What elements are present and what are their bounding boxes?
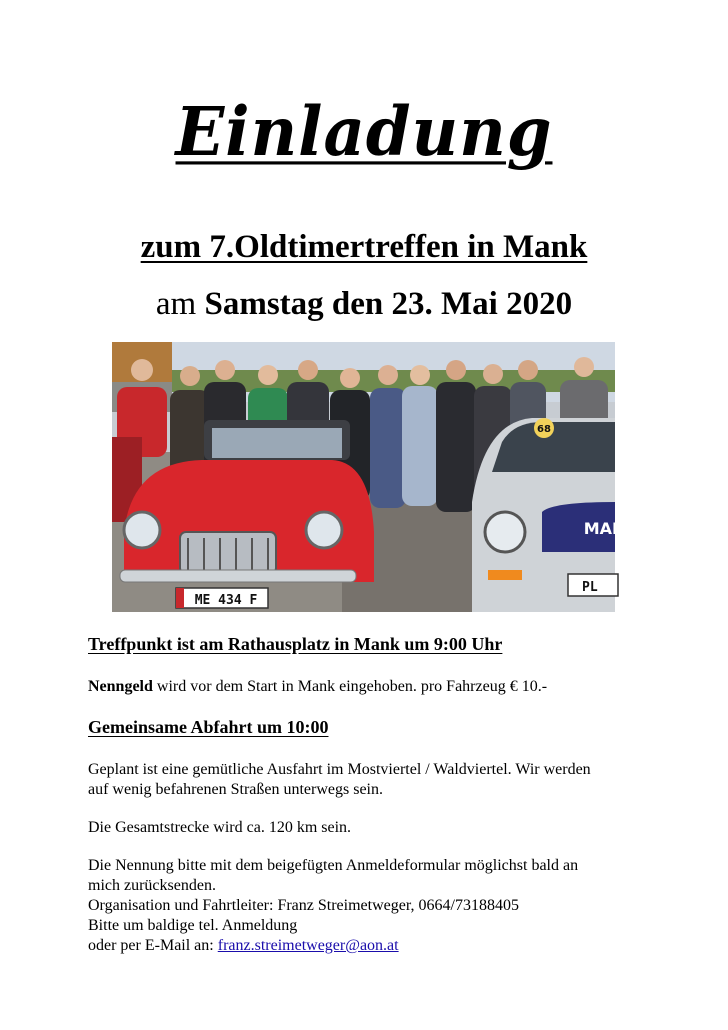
contact-line-4: Bitte um baldige tel. Anmeldung xyxy=(88,917,298,934)
contact-line-5 xyxy=(88,936,648,956)
page-title: Einladung xyxy=(175,93,553,172)
contact-line-3: Organisation und Fahrtleiter: Franz Streimetweger, 0664/73188405 xyxy=(88,897,519,914)
fee-label: Nenngeld xyxy=(88,678,153,695)
contact-line-2: mich zurücksenden. xyxy=(88,877,216,894)
group-photo-illustration xyxy=(112,342,625,612)
fee-text: wird vor dem Start in Mank eingehoben. pro Fahrzeug € 10.- xyxy=(152,678,548,695)
description-paragraph xyxy=(88,760,648,800)
event-date xyxy=(0,282,728,326)
meeting-point: Treffpunkt ist am Rathausplatz in Mank um 9:00 Uhr xyxy=(88,634,503,654)
contact-paragraph xyxy=(88,856,648,956)
distance-line: Die Gesamtstrecke wird ca. 120 km sein. xyxy=(88,819,352,836)
date-prefix: am xyxy=(155,286,205,322)
date-emphasis: Samstag den 23. Mai 2020 xyxy=(204,286,573,322)
group-photo xyxy=(112,342,625,612)
event-subtitle: zum 7.Oldtimertreffen in Mank xyxy=(140,229,588,265)
departure-heading: Gemeinsame Abfahrt um 10:00 xyxy=(88,717,329,737)
description-line-2: auf wenig befahrenen Straßen unterwegs sein. xyxy=(88,781,383,798)
right-car-plate: PL xyxy=(582,580,598,595)
right-car-number: 68 xyxy=(537,424,551,435)
email-prefix: oder per E-Mail an: xyxy=(88,937,218,954)
silver-race-car xyxy=(472,418,624,612)
right-car-sticker: MAR xyxy=(583,519,625,538)
email-link[interactable]: franz.streimetweger@aon.at xyxy=(217,937,399,954)
left-car-plate: ME 434 F xyxy=(194,593,258,608)
contact-line-1: Die Nennung bitte mit dem beigefügten Anmeldeformular möglichst bald an xyxy=(88,857,579,874)
description-line-1: Geplant ist eine gemütliche Ausfahrt im Mostviertel / Waldviertel. Wir werden xyxy=(88,761,591,778)
fee-line xyxy=(88,677,648,697)
